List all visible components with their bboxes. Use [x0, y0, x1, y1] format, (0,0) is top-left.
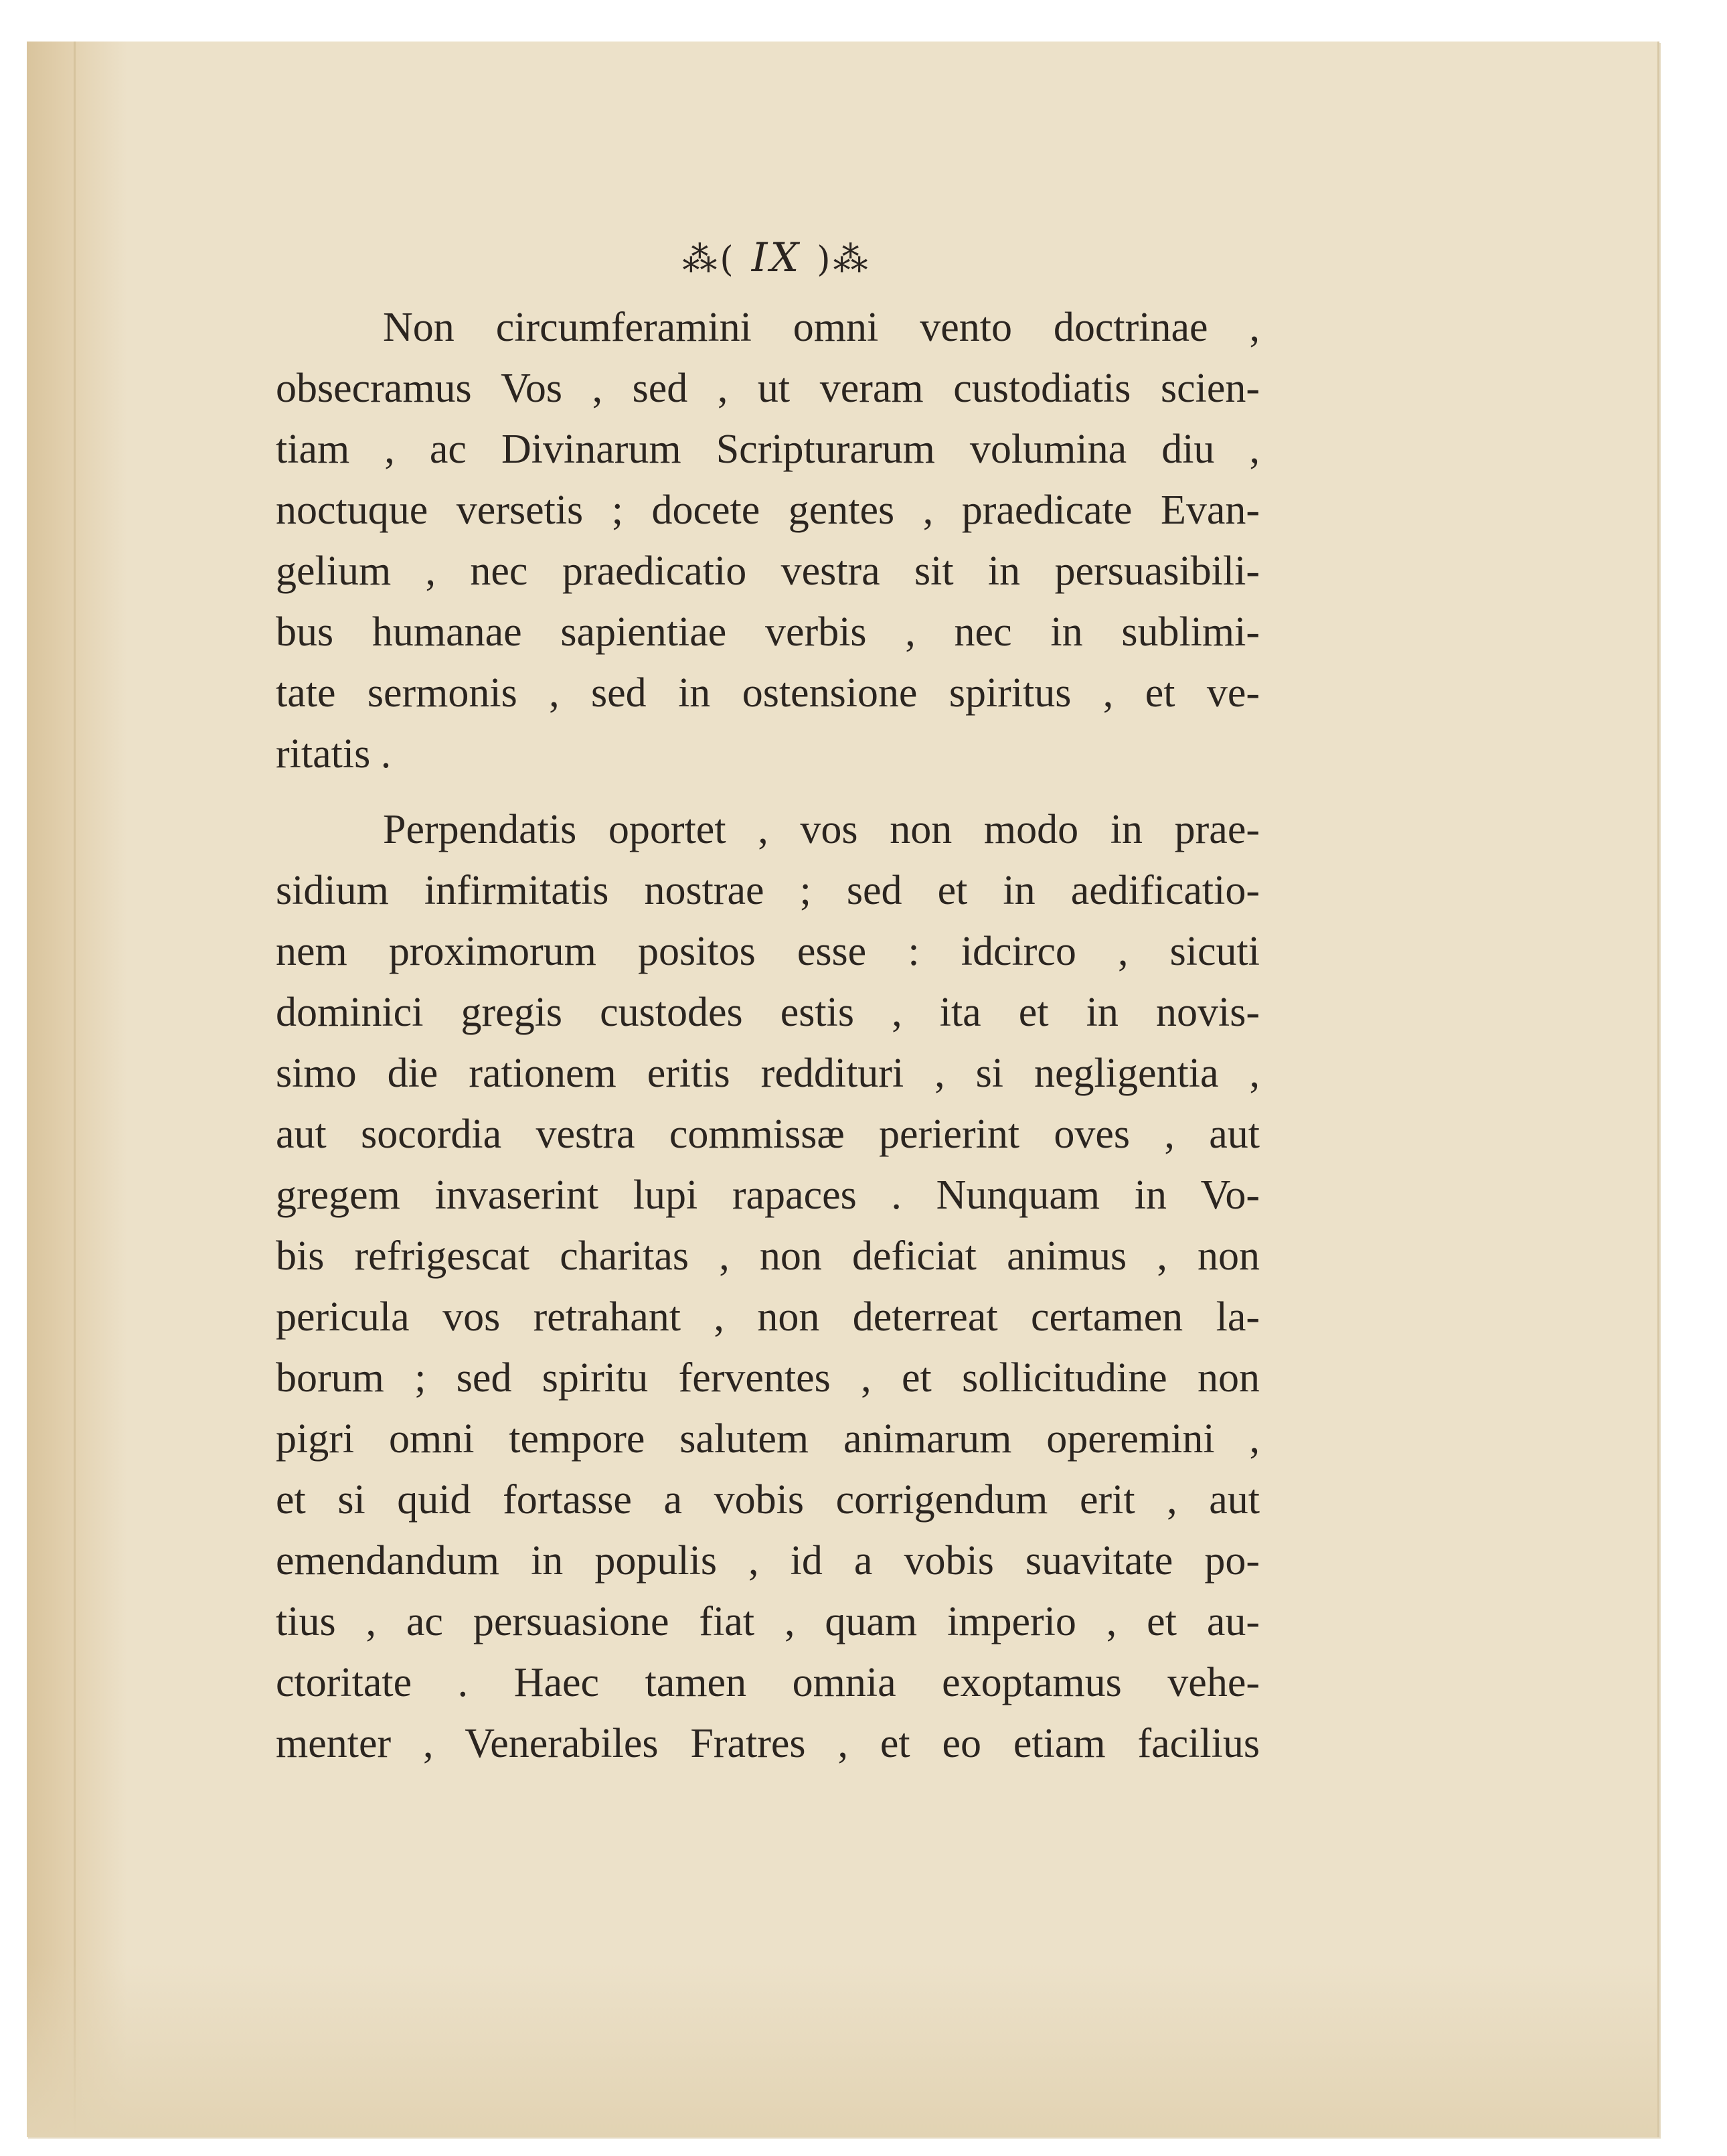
body-text — [276, 297, 1260, 1774]
text-line: bis refrigescat charitas , non deficiat animus , non — [276, 1233, 1260, 1279]
text-line: tius , ac persuasione fiat , quam imperio , et au- — [276, 1599, 1260, 1644]
folio-ornament-left: ⁂( — [682, 240, 736, 280]
paper-stain-left — [27, 42, 127, 2137]
text-line: tate sermonis , sed in ostensione spiritus , et ve- — [276, 670, 1260, 716]
text-line: aut socordia vestra commissæ perierint oves , aut — [276, 1111, 1260, 1157]
paragraph-2 — [276, 799, 1260, 1774]
text-line: noctuque versetis ; docete gentes , praedicate Evan- — [276, 487, 1260, 533]
text-line: borum ; sed spiritu ferventes , et sollicitudine non — [276, 1355, 1260, 1401]
page-number: IX — [751, 234, 802, 281]
text-line: et si quid fortasse a vobis corrigendum erit , aut — [276, 1477, 1260, 1523]
text-line: Perpendatis oportet , vos non modo in prae- — [383, 807, 1260, 852]
text-line: simo die rationem eritis reddituri , si negligentia , — [276, 1051, 1260, 1096]
paper-stain-bottom — [27, 1963, 1657, 2137]
text-line: emendandum in populis , id a vobis suavitate po- — [276, 1538, 1260, 1584]
text-line: obsecramus Vos , sed , ut veram custodiatis scien- — [276, 366, 1260, 411]
folio-ornament-right: )⁂ — [817, 240, 871, 280]
text-line: sidium infirmitatis nostrae ; sed et in aedificatio- — [276, 868, 1260, 913]
text-line: tiam , ac Divinarum Scripturarum volumina diu , — [276, 427, 1260, 472]
paragraph-1 — [276, 297, 1260, 785]
text-line: pigri omni tempore salutem animarum operemini , — [276, 1416, 1260, 1462]
text-line: pericula vos retrahant , non deterreat certamen la- — [276, 1294, 1260, 1340]
text-line: ctoritate . Haec tamen omnia exoptamus vehe- — [276, 1660, 1260, 1705]
text-line: bus humanae sapientiae verbis , nec in sublimi- — [276, 609, 1260, 655]
text-line: Non circumferamini omni vento doctrinae , — [383, 305, 1260, 350]
text-line: menter , Venerabiles Fratres , et eo etiam facilius — [276, 1721, 1260, 1766]
text-line: nem proximorum positos esse : idcirco , sicuti — [276, 929, 1260, 974]
binding-gutter — [74, 42, 76, 2137]
page-number-header — [656, 234, 897, 295]
text-line: dominici gregis custodes estis , ita et in novis- — [276, 990, 1260, 1035]
text-line: gelium , nec praedicatio vestra sit in persuasibili- — [276, 548, 1260, 594]
text-line: gregem invaserint lupi rapaces . Nunquam in Vo- — [276, 1172, 1260, 1218]
text-line: ritatis . — [276, 731, 392, 777]
